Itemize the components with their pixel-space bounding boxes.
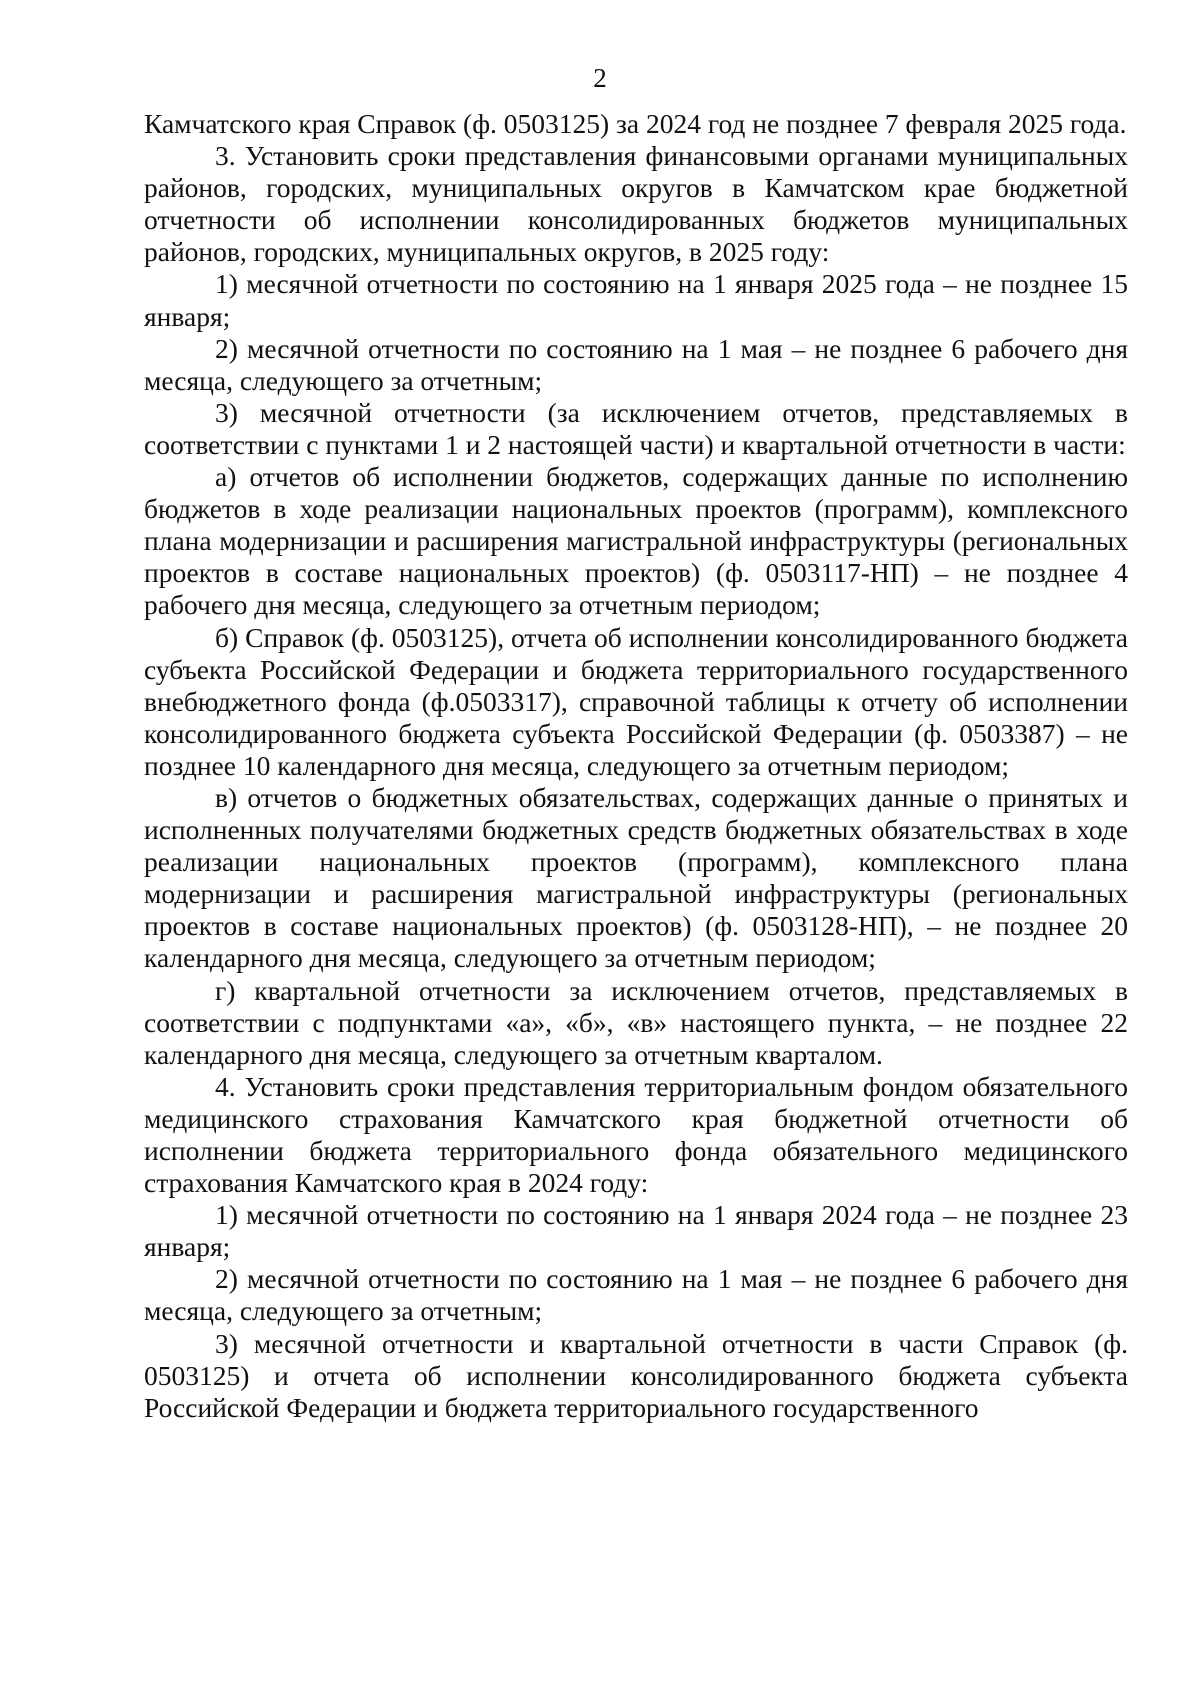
paragraph-item-4-2: 2) месячной отчетности по состоянию на 1 мая – не позднее 6 рабочего дня месяца, следующего за отчетным;: [144, 1263, 1128, 1327]
paragraph-item-3-3-b: б) Справок (ф. 0503125), отчета об исполнении консолидированного бюджета субъекта Российской Федерации и бюджета территориального государственного внебюджетного фонда (ф.0503317), справочной таблицы к отчету об исполнении консолидированного бюджета субъекта Российской Федерации (ф. 0503387) – не позднее 10 календарного дня месяца, следующего за отчетным периодом;: [144, 621, 1128, 781]
paragraph-item-3-3: 3) месячной отчетности (за исключением отчетов, представляемых в соответствии с пунктами 1 и 2 настоящей части) и квартальной отчетности в части:: [144, 396, 1128, 460]
paragraph-item-4-3: 3) месячной отчетности и квартальной отчетности в части Справок (ф. 0503125) и отчета об исполнении консолидированного бюджета субъекта Российской Федерации и бюджета территориального государственного: [144, 1327, 1128, 1423]
paragraph-item-3: 3. Установить сроки представления финансовыми органами муниципальных районов, городских, муниципальных округов в Камчатском крае бюджетной отчетности об исполнении консолидированных бюджетов муниципальных районов, городских, муниципальных округов, в 2025 году:: [144, 140, 1128, 268]
paragraph-item-3-2: 2) месячной отчетности по состоянию на 1 мая – не позднее 6 рабочего дня месяца, следующего за отчетным;: [144, 332, 1128, 396]
paragraph-continuation: Камчатского края Справок (ф. 0503125) за 2024 год не позднее 7 февраля 2025 года.: [144, 108, 1127, 139]
page-number: 2: [593, 63, 607, 93]
paragraph-item-3-1: 1) месячной отчетности по состоянию на 1 января 2025 года – не позднее 15 января;: [144, 268, 1128, 332]
paragraph-item-3-3-g: г) квартальной отчетности за исключением отчетов, представляемых в соответствии с подпунктами «а», «б», «в» настоящего пункта, – не позднее 22 календарного дня месяца, следующего за отчетным кварталом.: [144, 974, 1128, 1070]
paragraph-item-4-1: 1) месячной отчетности по состоянию на 1 января 2024 года – не позднее 23 января;: [144, 1199, 1128, 1263]
paragraph-item-4: 4. Установить сроки представления территориальным фондом обязательного медицинского страхования Камчатского края бюджетной отчетности об исполнении бюджета территориального фонда обязательного медицинского страхования Камчатского края в 2024 году:: [144, 1070, 1128, 1199]
document-body: [144, 108, 1128, 1424]
paragraph-item-3-3-a: а) отчетов об исполнении бюджетов, содержащих данные по исполнению бюджетов в ходе реализации национальных проектов (программ), комплексного плана модернизации и расширения магистральной инфраструктуры (региональных проектов в составе национальных проектов) (ф. 0503117-НП) – не позднее 4 рабочего дня месяца, следующего за отчетным периодом;: [144, 461, 1128, 621]
paragraph-item-3-3-v: в) отчетов о бюджетных обязательствах, содержащих данные о принятых и исполненных получателями бюджетных средств бюджетных обязательствах в ходе реализации национальных проектов (программ), комплексного плана модернизации и расширения магистральной инфраструктуры (региональных проектов в составе национальных проектов) (ф. 0503128-НП), – не позднее 20 календарного дня месяца, следующего за отчетным периодом;: [144, 781, 1128, 974]
